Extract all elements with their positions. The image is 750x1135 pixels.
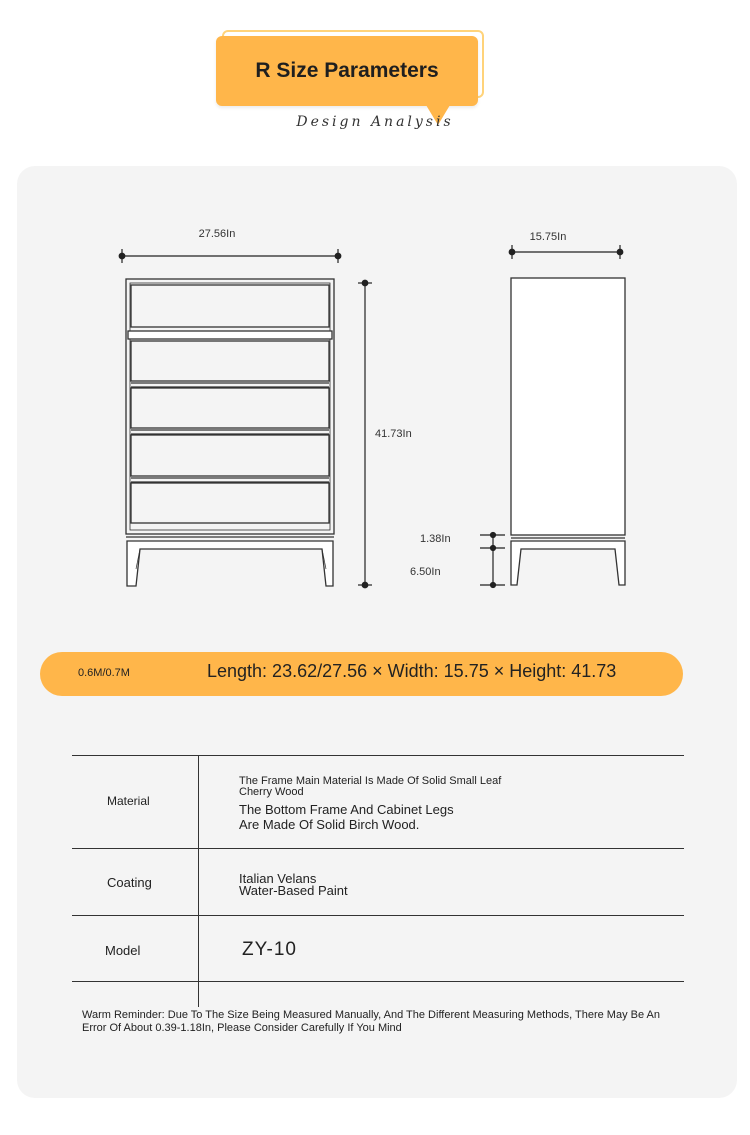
material-label: Material bbox=[107, 794, 150, 808]
warm-reminder: Warm Reminder: Due To The Size Being Measured Manually, And The Different Measuring Methods, There May Be An Error Of About 0.39-1.18In, Please Consider Carefully If You Mind bbox=[82, 1009, 660, 1034]
table-rule bbox=[72, 848, 684, 849]
material-value-secondary bbox=[239, 802, 454, 832]
table-column-divider bbox=[198, 755, 199, 1007]
coating-label: Coating bbox=[107, 875, 152, 890]
size-summary-bar bbox=[40, 652, 683, 696]
material-line: The Bottom Frame And Cabinet Legs bbox=[239, 802, 454, 817]
width-dimension-line bbox=[119, 249, 341, 263]
base-leg-dimension-lines bbox=[480, 533, 505, 588]
leg-height-label: 6.50In bbox=[410, 566, 441, 578]
model-value: ZY-10 bbox=[242, 939, 297, 960]
material-line: The Frame Main Material Is Made Of Solid Small Leaf bbox=[239, 775, 502, 787]
base-thickness-label: 1.38In bbox=[420, 533, 451, 545]
coating-line: Water-Based Paint bbox=[239, 883, 348, 898]
material-line: Are Made Of Solid Birch Wood. bbox=[239, 817, 420, 832]
depth-label: 15.75In bbox=[529, 231, 567, 243]
size-summary-text: Length: 23.62/27.56 × Width: 15.75 × Height: 41.73 bbox=[207, 661, 617, 681]
table-rule bbox=[72, 981, 684, 982]
height-dimension-line bbox=[358, 280, 372, 588]
width-label: 27.56In bbox=[198, 228, 236, 240]
model-label: Model bbox=[105, 943, 141, 958]
table-rule bbox=[72, 915, 684, 916]
front-view-cabinet bbox=[126, 279, 334, 586]
material-value bbox=[239, 776, 501, 798]
coating-value bbox=[239, 873, 348, 897]
coating-line: Italian Velans bbox=[239, 871, 317, 886]
depth-dimension-line bbox=[509, 245, 623, 259]
page-title: R Size Parameters bbox=[216, 36, 478, 106]
size-code: 0.6M/0.7M bbox=[78, 667, 130, 679]
height-label: 41.73In bbox=[375, 428, 412, 440]
side-view-cabinet bbox=[511, 278, 625, 585]
material-line: Cherry Wood bbox=[239, 786, 304, 798]
table-rule bbox=[72, 755, 684, 756]
page-subtitle: Design Analysis bbox=[296, 114, 454, 130]
